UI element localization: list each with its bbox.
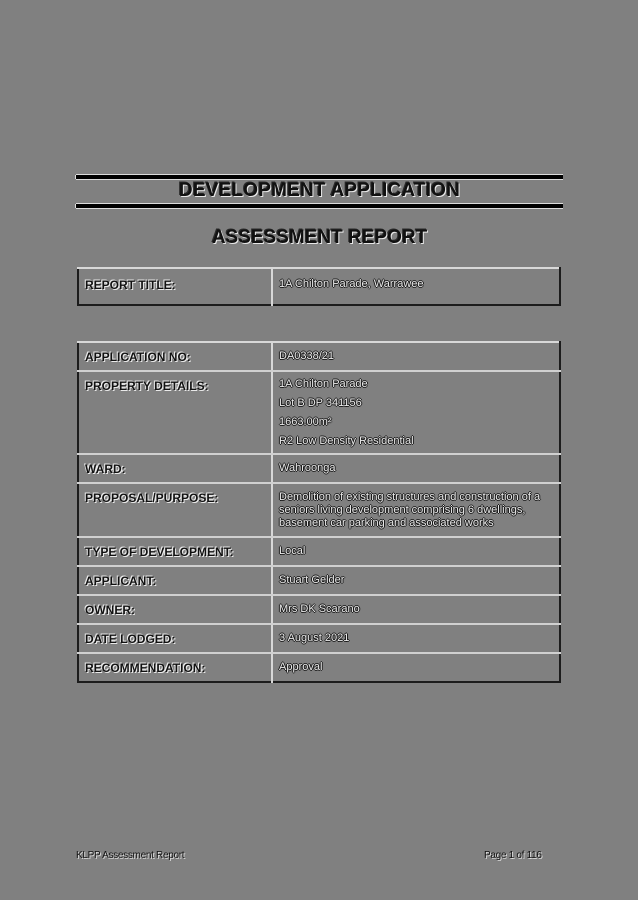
- application-no-value: DA0338/21: [272, 342, 560, 371]
- footer-report-name: KLPP Assessment Report: [76, 850, 185, 861]
- document-subtitle: ASSESSMENT REPORT: [211, 227, 428, 248]
- report-title-table: [77, 267, 561, 306]
- property-details-label: PROPERTY DETAILS:: [78, 371, 272, 454]
- document-title: DEVELOPMENT APPLICATION: [178, 180, 461, 201]
- report-title-label: REPORT TITLE:: [78, 268, 272, 305]
- applicant-value: Stuart Gelder: [272, 566, 560, 595]
- property-address: 1A Chilton Parade: [279, 378, 368, 390]
- owner-label: OWNER:: [78, 595, 272, 624]
- table-row: [78, 595, 560, 624]
- table-row: [78, 483, 560, 537]
- type-of-development-label: TYPE OF DEVELOPMENT:: [78, 537, 272, 566]
- property-lot: Lot B DP 341156: [279, 397, 362, 409]
- date-lodged-value: 3 August 2021: [272, 624, 560, 653]
- table-row: [78, 566, 560, 595]
- table-row: [78, 624, 560, 653]
- property-details-value: [272, 371, 560, 454]
- header-top-rule: [76, 175, 563, 179]
- table-row: [78, 371, 560, 454]
- report-title-value: 1A Chilton Parade, Warrawee: [279, 278, 424, 290]
- proposal-label: PROPOSAL/PURPOSE:: [78, 483, 272, 537]
- owner-value: Mrs DK Scarano: [272, 595, 560, 624]
- ward-label: WARD:: [78, 454, 272, 483]
- table-row: [78, 454, 560, 483]
- application-no-label: APPLICATION NO:: [78, 342, 272, 371]
- date-lodged-label: DATE LODGED:: [78, 624, 272, 653]
- applicant-label: APPLICANT:: [78, 566, 272, 595]
- recommendation-label: RECOMMENDATION:: [78, 653, 272, 682]
- recommendation-value: Approval: [279, 661, 323, 673]
- table-row: [78, 342, 560, 371]
- application-details-table: [77, 341, 561, 683]
- header-bottom-rule: [76, 204, 563, 208]
- table-row: [78, 268, 560, 305]
- ward-value: Wahroonga: [272, 454, 560, 483]
- type-of-development-value: Local: [272, 537, 560, 566]
- table-row: [78, 653, 560, 682]
- proposal-value: Demolition of existing structures and construction of a seniors living development comprising 6 dwellings, basement car parking and associated works: [272, 483, 560, 537]
- property-zoning: R2 Low Density Residential: [279, 435, 414, 447]
- footer-page-number: Page 1 of 116: [484, 850, 542, 861]
- property-area: 1663.00m²: [279, 416, 332, 428]
- table-row: [78, 537, 560, 566]
